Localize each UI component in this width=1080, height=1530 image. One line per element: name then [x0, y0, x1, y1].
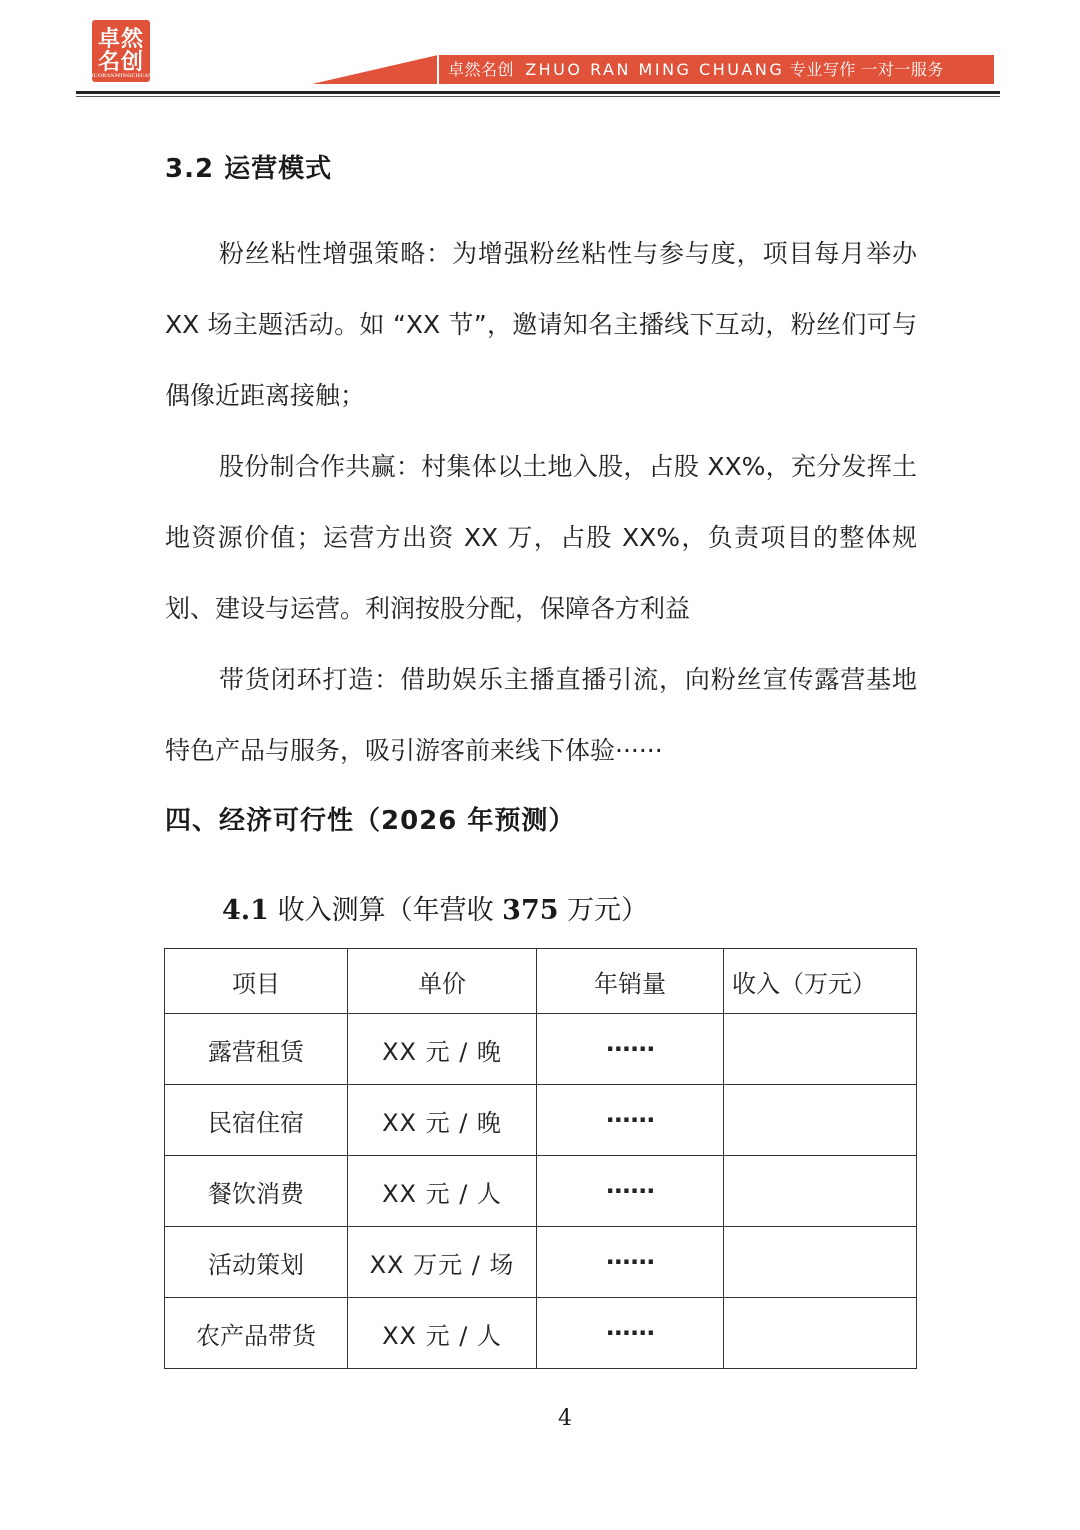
brand-logo: [84, 20, 158, 82]
header-item: 项目: [165, 949, 348, 1014]
chapter-title: 四、经济可行性（2026 年预测）: [165, 806, 576, 836]
header-income: 收入（万元）: [724, 949, 917, 1014]
cell-volume: ······: [537, 1227, 724, 1298]
cell-volume: ······: [537, 1014, 724, 1085]
cell-price: XX 元 / 晚: [348, 1014, 537, 1085]
logo-line-1: 卓然: [97, 25, 144, 52]
banner-tail: 专业写作 一对一服务: [789, 60, 944, 79]
cell-volume: ······: [537, 1298, 724, 1369]
subsection-amount: 375: [502, 895, 559, 926]
paragraph-shares: 股份制合作共赢：村集体以土地入股，占股 XX%，充分发挥土地资源价值；运营方出资 XX 万，占股 XX%，负责项目的整体规划、建设与运营。利润按股分配，保障各方利益: [165, 452, 917, 623]
cell-price: XX 万元 / 场: [348, 1227, 537, 1298]
table-row: [165, 1085, 917, 1156]
paragraph-sales: 带货闭环打造：借助娱乐主播直播引流，向粉丝宣传露营基地特色产品与服务，吸引游客前来线下体验······: [165, 665, 917, 765]
table-row: [165, 1014, 917, 1085]
subsection-title: [222, 888, 648, 927]
header-rule-thick: [76, 91, 1000, 94]
cell-item: 餐饮消费: [165, 1156, 348, 1227]
logo-subtext: ZHUORANMINGCHUANG: [84, 72, 158, 79]
table-row: [165, 1156, 917, 1227]
cell-income: [724, 1156, 917, 1227]
cell-price: XX 元 / 人: [348, 1298, 537, 1369]
banner-text: [448, 57, 944, 83]
header-banner: [312, 53, 994, 85]
cell-price: XX 元 / 晚: [348, 1085, 537, 1156]
header-price: 单价: [348, 949, 537, 1014]
section-title: 3.2 运营模式: [165, 154, 333, 184]
table-header-row: [165, 949, 917, 1014]
cell-income: [724, 1014, 917, 1085]
header-volume: 年销量: [537, 949, 724, 1014]
subsection-title-b: 万元）: [567, 895, 649, 926]
cell-volume: ······: [537, 1085, 724, 1156]
cell-income: [724, 1085, 917, 1156]
header-rule-thin: [76, 96, 1000, 97]
table-row: [165, 1298, 917, 1369]
banner-en: ZHUO RAN MING CHUANG: [525, 60, 785, 79]
cell-volume: ······: [537, 1156, 724, 1227]
subsection-title-a: 收入测算（年营收: [277, 895, 494, 926]
paragraph-fans: 粉丝粘性增强策略：为增强粉丝粘性与参与度，项目每月举办 XX 场主题活动。如 “XX 节”，邀请知名主播线下互动，粉丝们可与偶像近距离接触；: [165, 239, 917, 410]
subsection-number: 4.1: [222, 895, 269, 926]
cell-item: 民宿住宿: [165, 1085, 348, 1156]
banner-cn: 卓然名创: [448, 60, 515, 79]
cell-item: 露营租赁: [165, 1014, 348, 1085]
logo-line-2: 名创: [97, 49, 144, 75]
table-row: [165, 1227, 917, 1298]
cell-item: 农产品带货: [165, 1298, 348, 1369]
cell-item: 活动策划: [165, 1227, 348, 1298]
page-number: 4: [558, 1406, 572, 1431]
cell-price: XX 元 / 人: [348, 1156, 537, 1227]
cell-income: [724, 1227, 917, 1298]
income-table: [164, 948, 917, 1369]
cell-income: [724, 1298, 917, 1369]
